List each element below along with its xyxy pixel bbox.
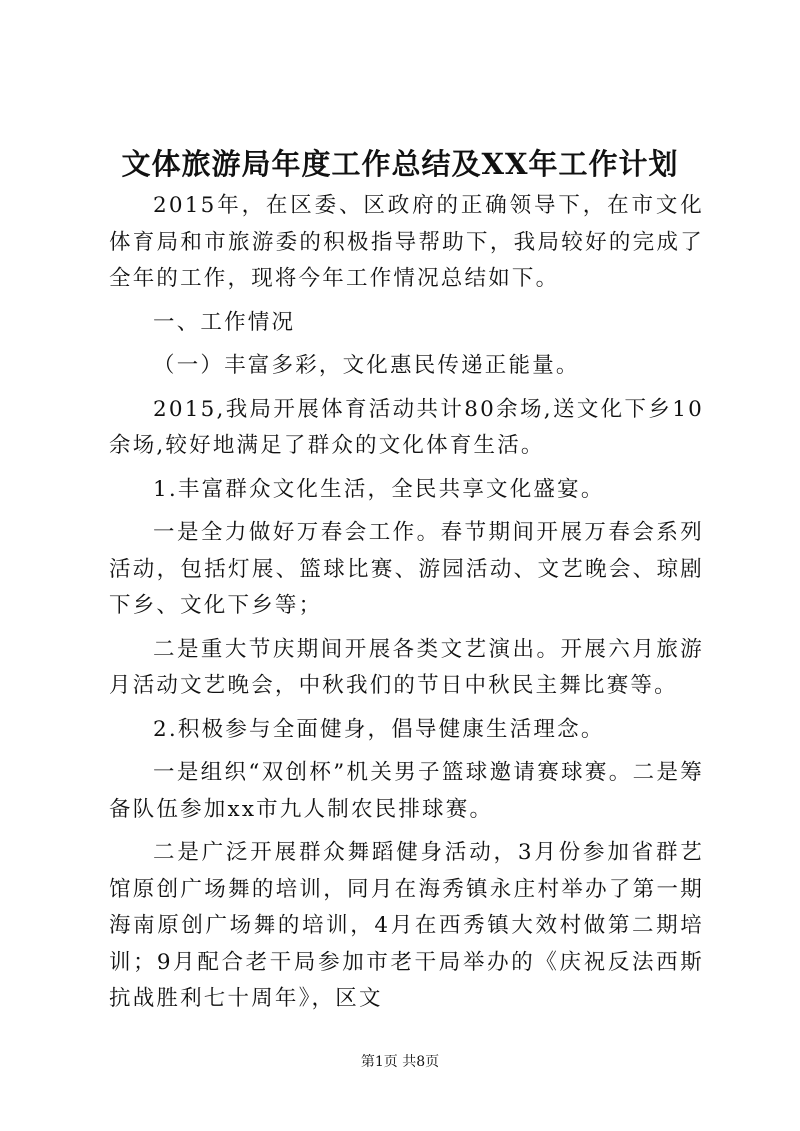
document-body [109, 188, 704, 1025]
heading-work-status: 一、工作情况 [153, 309, 296, 335]
paragraph-spring-festival: 一是全力做好万春会工作。春节期间开展万春会系列活动，包括灯展、篮球比赛、游园活动、文艺晚会、琼剧下乡、文化下乡等； [109, 520, 704, 618]
paragraph-festival-performances: 二是重大节庆期间开展各类文艺演出。开展六月旅游月活动文艺晚会，中秋我们的节日中秋民主舞比赛等。 [109, 636, 704, 698]
subheading-cultural-life: 1.丰富群众文化生活，全民共享文化盛宴。 [153, 476, 605, 502]
subheading-fitness: 2.积极参与全面健身，倡导健康生活理念。 [153, 716, 605, 742]
document-title: 文体旅游局年度工作总结及XX年工作计划 [121, 147, 679, 181]
paragraph-basketball: 一是组织“双创杯”机关男子篮球邀请赛球赛。二是筹备队伍参加xx市九人制农民排球赛。 [109, 760, 704, 822]
paragraph-dance-fitness: 二是广泛开展群众舞蹈健身活动，3月份参加省群艺馆原创广场舞的培训，同月在海秀镇永庄村举办了第一期海南原创广场舞的培训，4月在西秀镇大效村做第二期培训；9月配合老干局参加市老干局举办的《庆祝反法西斯抗战胜利七十周年》，区文 [109, 840, 704, 1011]
paragraph-intro: 2015年，在区委、区政府的正确领导下，在市文化体育局和市旅游委的积极指导帮助下，我局较好的完成了全年的工作，现将今年工作情况总结如下。 [109, 193, 704, 291]
subheading-culture: （一）丰富多彩，文化惠民传递正能量。 [153, 353, 580, 378]
page-footer: 第1页 共8页 [360, 1054, 440, 1070]
paragraph-activities-count: 2015,我局开展体育活动共计80余场,送文化下乡10余场,较好地满足了群众的文化体育生活。 [109, 396, 704, 458]
